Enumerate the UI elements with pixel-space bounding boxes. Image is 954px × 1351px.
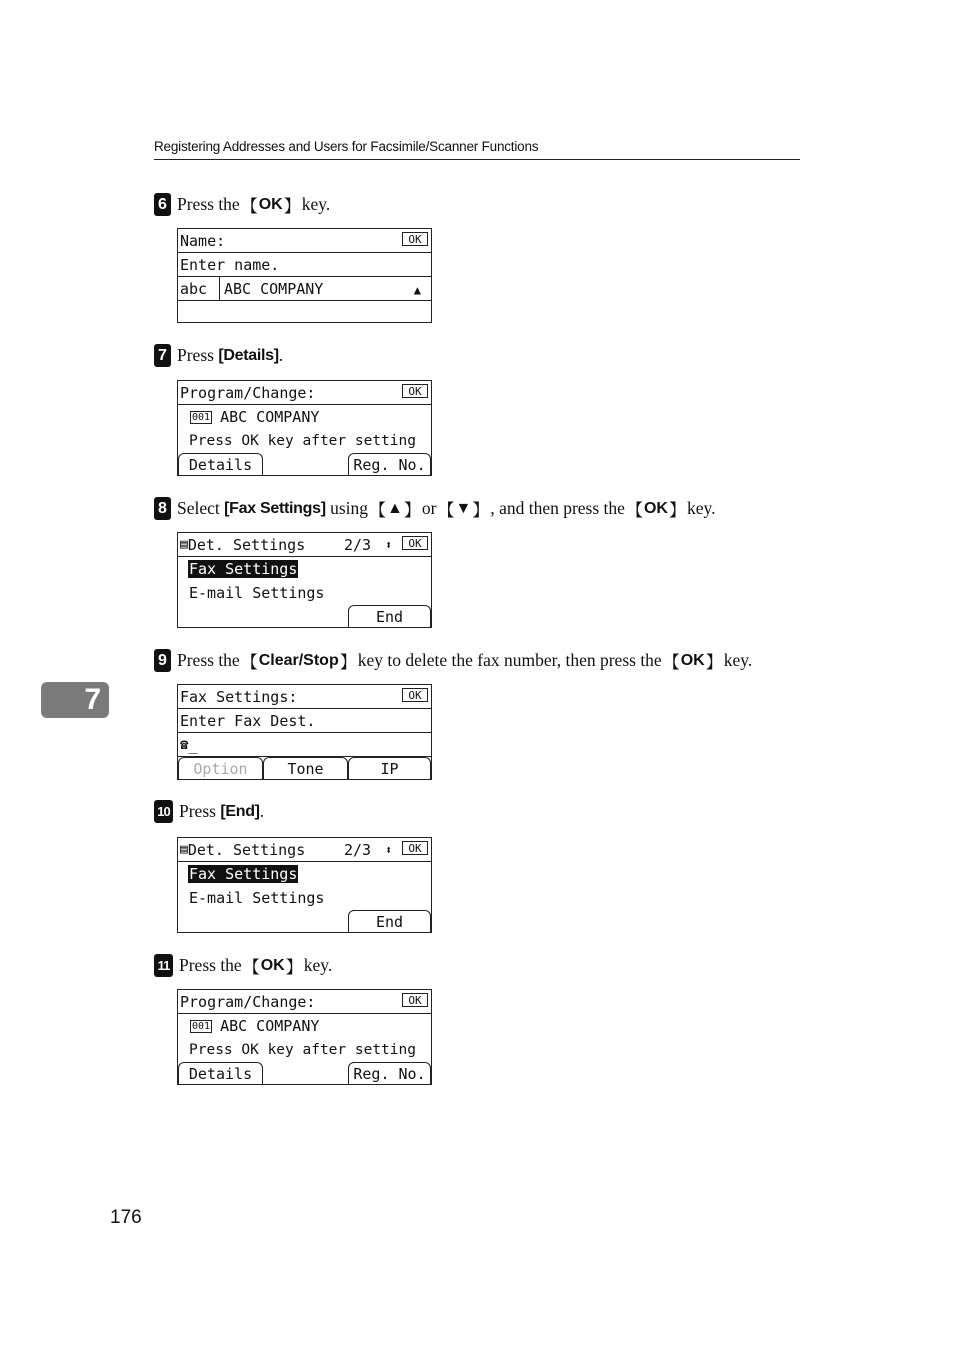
lcd-screen-det-settings: ▤ Det. Settings 2/3 ⬍ OK Fax Settings E-mail Settings End (177, 532, 432, 628)
lcd-screen-program-change: Program/Change: OK 001 ABC COMPANY Press OK key after setting Details Reg. No. (177, 380, 432, 476)
option-softkey: Option (178, 757, 263, 779)
lcd-screen-name: Name: OK Enter name. abc ABC COMPANY ▲ (177, 228, 432, 323)
clear-stop-key-label: Clear/Stop (258, 651, 339, 669)
step-9: 9 Press the 【 Clear/Stop 】 key to delete the fax number, then press the 【 OK 】 key. (154, 648, 752, 673)
fax-settings-item[interactable]: Fax Settings (189, 560, 298, 578)
lcd-screen-det-settings-2: ▤ Det. Settings 2/3 ⬍ OK Fax Settings E-mail Settings End (177, 837, 432, 933)
menu-icon: ▤ (180, 537, 188, 552)
reg-no-softkey[interactable]: Reg. No. (348, 1062, 431, 1084)
registration-number: 001 (192, 1020, 211, 1032)
details-softkey[interactable]: Details (178, 1062, 263, 1084)
input-mode: abc (178, 277, 220, 300)
ok-icon: OK (402, 536, 428, 550)
page-indicator: 2/3 (344, 535, 372, 554)
end-softkey[interactable]: End (348, 910, 431, 932)
page-number: 176 (110, 1207, 142, 1228)
ok-key-label: OK (258, 195, 283, 213)
step-number: 11 (154, 954, 173, 977)
down-arrow-key-icon: ▼ (455, 499, 472, 517)
step-number: 7 (154, 344, 171, 367)
lcd-screen-program-change-2: Program/Change: OK 001 ABC COMPANY Press OK key after setting Details Reg. No. (177, 989, 432, 1085)
page-indicator: 2/3 (344, 840, 372, 859)
ip-softkey[interactable]: IP (348, 757, 431, 779)
step-number: 10 (154, 800, 173, 823)
step-6: 6 Press the 【 OK 】 key. (154, 192, 330, 217)
step-7: 7 Press [Details] . (154, 344, 283, 367)
fax-settings-item[interactable]: Fax Settings (189, 865, 298, 883)
ok-icon: OK (402, 993, 428, 1007)
lcd-screen-fax-settings: Fax Settings: OK Enter Fax Dest. ☎ _ Option Tone IP (177, 684, 432, 780)
ok-icon: OK (402, 384, 428, 398)
details-softkey[interactable]: Details (178, 453, 263, 475)
menu-icon: ▤ (180, 842, 188, 857)
ok-icon: OK (402, 232, 428, 246)
ok-icon: OK (402, 841, 428, 855)
step-10: 10 Press [End] . (154, 800, 264, 823)
running-header: Registering Addresses and Users for Facsimile/Scanner Functions (154, 139, 800, 160)
up-arrow-key-icon: ▲ (387, 499, 403, 517)
lcd-title-row: Name: OK (178, 229, 431, 253)
reg-no-softkey[interactable]: Reg. No. (348, 453, 431, 475)
step-11: 11 Press the 【 OK 】 key. (154, 953, 332, 978)
chapter-tab: 7 (41, 682, 109, 718)
step-number: 6 (154, 193, 171, 216)
fax-dest-input[interactable]: _ (188, 735, 198, 754)
name-value: ABC COMPANY (224, 279, 324, 298)
step-8: 8 Select [Fax Settings] using 【 ▲ 】 or 【 ▼ 】 , and then press the 【 OK 】 key. (154, 496, 715, 521)
tone-softkey[interactable]: Tone (263, 757, 348, 779)
phone-icon: ☎ (180, 736, 189, 753)
scroll-arrows-icon: ⬍ (385, 842, 393, 857)
registration-number: 001 (192, 411, 211, 423)
ok-icon: OK (402, 688, 428, 702)
step-number: 8 (154, 497, 171, 520)
step-number: 9 (154, 649, 171, 672)
cursor-up-icon: ▲ (413, 283, 421, 297)
email-settings-item[interactable]: E-mail Settings (189, 889, 325, 907)
email-settings-item[interactable]: E-mail Settings (189, 584, 325, 602)
scroll-arrows-icon: ⬍ (385, 537, 393, 552)
end-softkey[interactable]: End (348, 605, 431, 627)
